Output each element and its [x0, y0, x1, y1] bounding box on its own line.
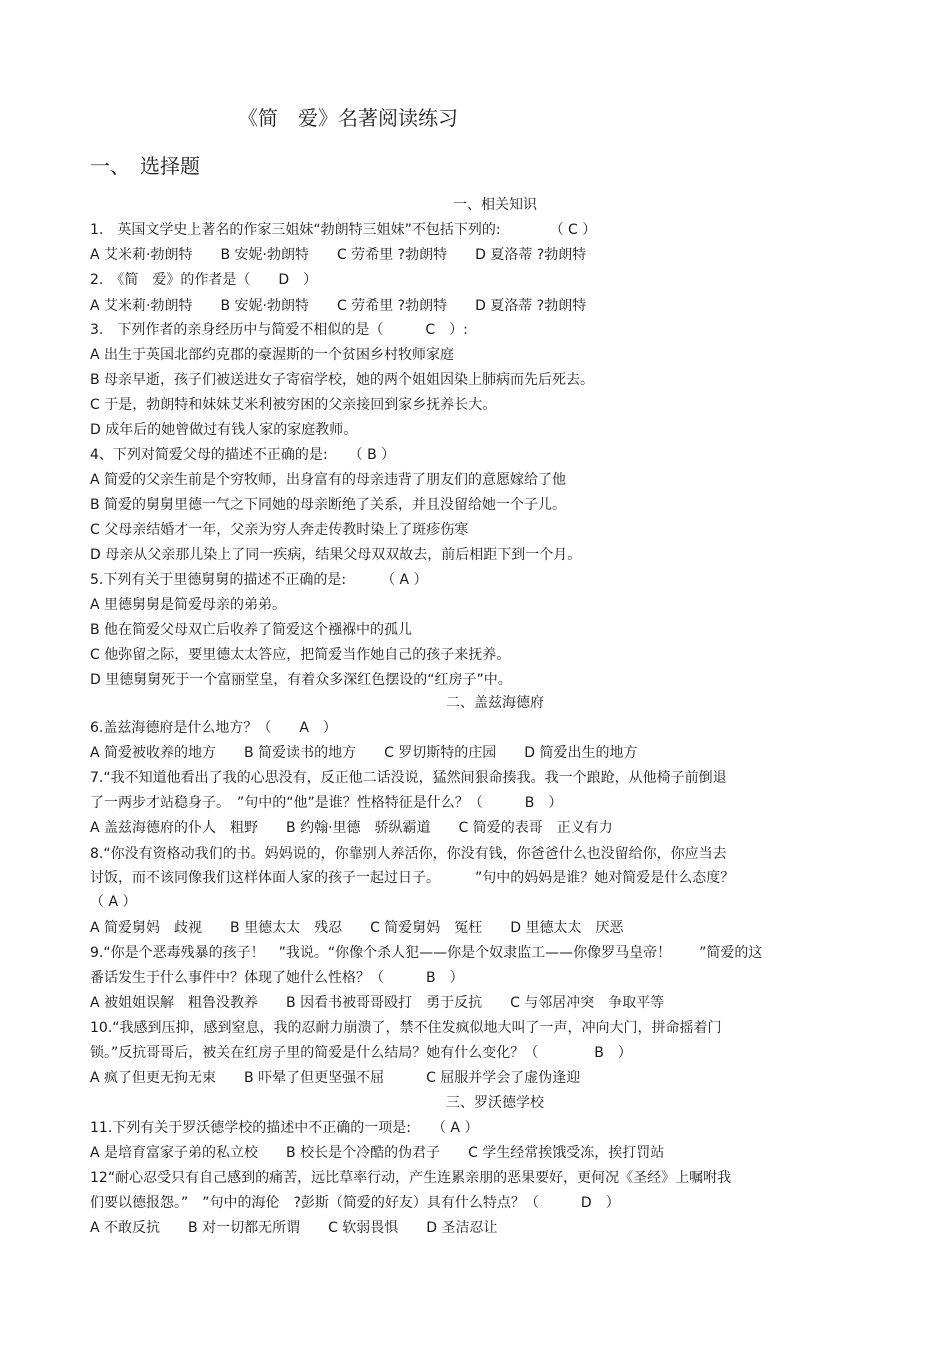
question-line: A 简爱被收养的地方 B 简爱读书的地方 C 罗切斯特的庄园 D 简爱出生的地方	[90, 745, 638, 761]
question-line: A 不敢反抗 B 对一切都无所谓 C 软弱畏惧 D 圣洁忍让	[90, 1220, 498, 1236]
question-line: A 被姐姐误解 粗鲁没教养 B 因看书被哥哥殴打 勇于反抗 C 与邻居冲突 争取平等	[90, 995, 665, 1011]
question-line: B 简爱的舅舅里德一气之下同她的母亲断绝了关系，并且没留给她一个子儿。	[90, 497, 567, 513]
question-line: 12“耐心忍受只有自己感到的痛苦，远比草率行动，产生连累亲朋的恶果要好，更何况《圣经》上嘱咐我	[90, 1170, 732, 1186]
question-line: A 出生于英国北部约克郡的豪渥斯的一个贫困乡村牧师家庭	[90, 347, 455, 363]
question-line: A 艾米莉·勃朗特 B 安妮·勃朗特 C 劳希里 ?勃朗特 D 夏洛蒂 ?勃朗特	[90, 247, 587, 263]
question-line: D 母亲从父亲那儿染上了同一疾病，结果父母双双故去，前后相距下到一个月。	[90, 547, 582, 563]
question-line: A 艾米莉·勃朗特 B 安妮·勃朗特 C 劳希里 ?勃朗特 D 夏洛蒂 ?勃朗特	[90, 298, 587, 314]
question-line: 6.盖兹海德府是什么地方？（ A ）	[90, 720, 337, 736]
question-line: 10.“我感到压抑，感到窒息，我的忍耐力崩溃了，禁不住发疯似地大叫了一声，冲向大门，拼命摇着门	[90, 1020, 722, 1036]
question-line: 7.“我不知道他看出了我的心思没有，反正他二话没说，猛然间狠命揍我。我一个踉跄，从他椅子前倒退	[90, 770, 727, 786]
question-line: D 成年后的她曾做过有钱人家的家庭教师。	[90, 422, 358, 438]
question-line: A 盖兹海德府的仆人 粗野 B 约翰·里德 骄纵霸道 C 简爱的表哥 正义有力	[90, 820, 613, 836]
question-line: 8.“你没有资格动我们的书。妈妈说的，你靠别人养活你，你没有钱，你爸爸什么也没留给你，你应当去	[90, 846, 727, 862]
question-line: B 他在简爱父母双亡后收养了简爱这个襁褓中的孤儿	[90, 622, 413, 638]
subsection-heading: 一、相关知识	[453, 197, 537, 213]
question-line: B 母亲早逝，孩子们被送进女子寄宿学校，她的两个姐姐因染上肺病而先后死去。	[90, 372, 595, 388]
document-title: 《简 爱》名著阅读练习	[238, 106, 458, 130]
question-line: A 是培育富家子弟的私立校 B 校长是个冷酷的伪君子 C 学生经常挨饿受冻，挨打罚站	[90, 1145, 665, 1161]
question-line: A 疯了但更无拘无束 B 吓晕了但更坚强不屈 C 屈服并学会了虚伪逢迎	[90, 1070, 581, 1086]
question-line: A 里德舅舅是简爱母亲的弟弟。	[90, 597, 287, 613]
question-line: 4、下列对简爱父母的描述不正确的是: （ B ）	[90, 447, 396, 463]
question-line: C 父母亲结婚才一年，父亲为穷人奔走传教时染上了斑疹伤寒	[90, 522, 469, 538]
question-line: 2. 《简 爱》的作者是（ D ）	[90, 272, 318, 288]
question-line: 们要以德报怨。” ”句中的海伦 ?彭斯（简爱的好友）具有什么特点？（ D ）	[90, 1195, 620, 1211]
question-line: A 简爱舅妈 歧视 B 里德太太 残忍 C 简爱舅妈 冤枉 D 里德太太 厌恶	[90, 920, 624, 936]
question-line: 讨饭，而不该同像我们这样体面人家的孩子一起过日子。 ”句中的妈妈是谁？她对简爱是什么态度？	[90, 870, 735, 886]
question-line: 番话发生于什么事件中？体现了她什么性格？（ B ）	[90, 970, 464, 986]
question-line: 5.下列有关于里德舅舅的描述不正确的是: （ A ）	[90, 572, 428, 588]
question-line: 1. 英国文学史上著名的作家三姐妹“勃朗特三姐妹”不包括下列的: （ C ）	[90, 222, 597, 238]
question-line: C 于是，勃朗特和妹妹艾米利被穷困的父亲接回到家乡抚养长大。	[90, 397, 497, 413]
question-line: 9.“你是个恶毒残暴的孩子！ ”我说。“你像个杀人犯——你是个奴隶监工——你像罗马皇帝！ ”简爱的这	[90, 945, 763, 961]
question-line: D 里德舅舅死于一个富丽堂皇，有着众多深红色摆设的“红房子”中。	[90, 672, 512, 688]
question-line: （ A ）	[90, 894, 137, 910]
question-line: A 简爱的父亲生前是个穷牧师，出身富有的母亲违背了朋友们的意愿嫁给了他	[90, 472, 567, 488]
question-line: 了一两步才站稳身子。 ”句中的“他”是谁？性格特征是什么？（ B ）	[90, 795, 563, 811]
subsection-heading: 二、盖兹海德府	[446, 695, 544, 711]
question-line: 11.下列有关于罗沃德学校的描述中不正确的一项是: （ A ）	[90, 1120, 479, 1136]
section-heading: 一、 选择题	[90, 154, 200, 178]
question-line: 3. 下列作者的亲身经历中与简爱不相似的是（ C ）:	[90, 322, 468, 338]
question-line: 锁。”反抗哥哥后，被关在红房子里的简爱是什么结局？她有什么变化？（ B ）	[90, 1045, 632, 1061]
subsection-heading: 三、罗沃德学校	[446, 1095, 544, 1111]
question-line: C 他弥留之际，要里德太太答应，把简爱当作她自己的孩子来抚养。	[90, 647, 511, 663]
